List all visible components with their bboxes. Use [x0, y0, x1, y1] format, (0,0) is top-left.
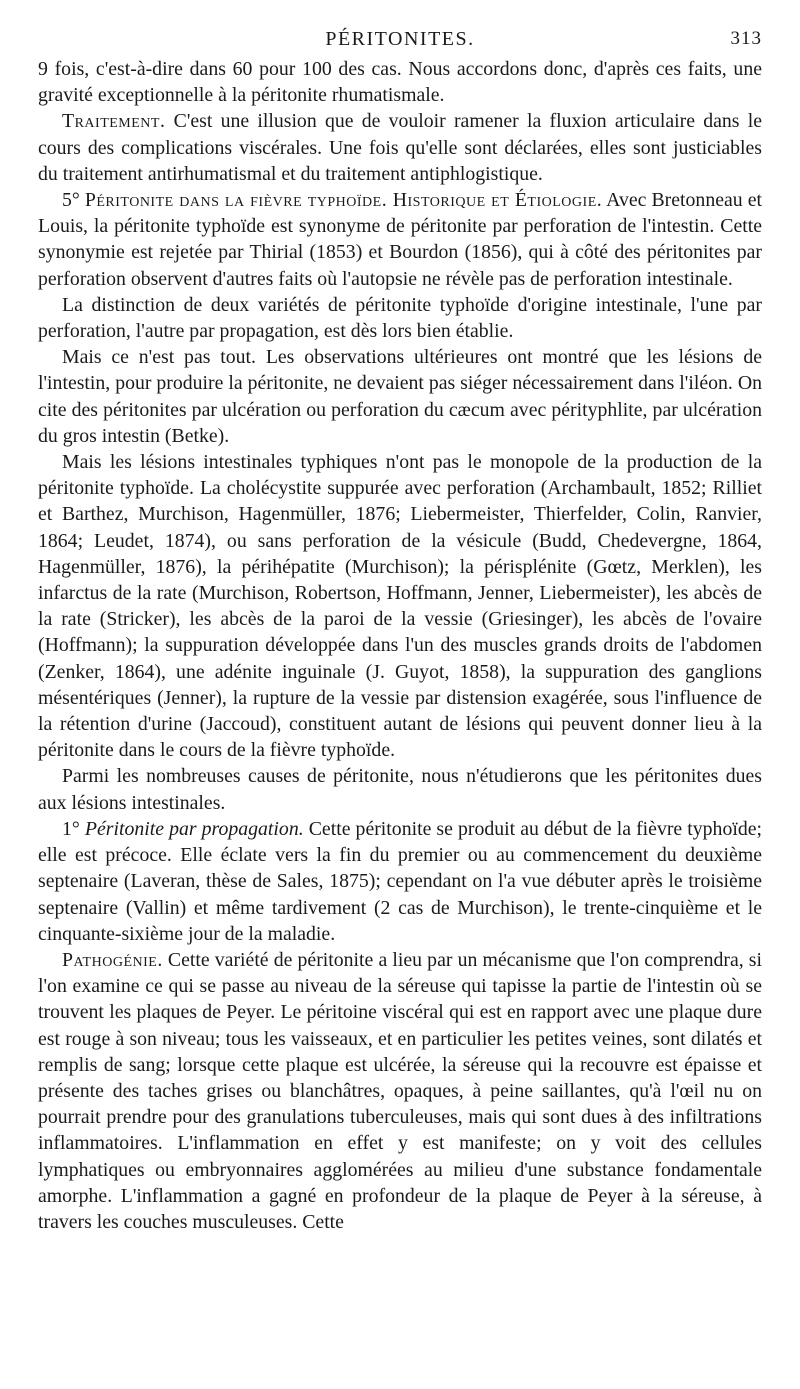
- paragraph: [38, 763, 762, 815]
- running-title: PÉRITONITES.: [325, 28, 475, 50]
- paragraph-text: Cette variété de péritonite a lieu par un mécanisme que l'on comprendra, si l'on examine ce qui se passe au niveau de la séreuse qui tapisse la partie de l'intestin où se trouvent les plaques de Peyer. Le péritoine viscéral qui est en rapport avec une plaque dure est rouge à son niveau; tous les vaisseaux, et en particulier les petites veines, sont dilatés et remplis de sang; lorsque cette plaque est ulcérée, la séreuse qui la recouvre est épaisse et présente des taches grises ou blanchâtres, opaques, à peine saillantes, qu'à l'œil nu on pourrait prendre pour des granulations tuberculeuses, mais qui sont dues à des infiltrations inflammatoires. L'inflammation en effet y est manifeste; on y voit des cellules lymphatiques ou embryonnaires agglomérées au milieu d'une substance fondamentale amorphe. L'inflammation a gagné en profondeur de la plaque de Peyer à la séreuse, à travers les couches musculeuses. Cette: [38, 948, 762, 1233]
- subsection-heading: Historique et Étiologie.: [387, 189, 603, 212]
- section-number: 1°: [62, 817, 85, 840]
- paragraph: [38, 292, 762, 344]
- paragraph: [38, 449, 762, 763]
- paragraph-text: 9 fois, c'est-à-dire dans 60 pour 100 des cas. Nous accordons donc, d'après ces faits, une gravité exceptionnelle à la péritonite rhumatismale.: [38, 58, 762, 107]
- paragraph-text: Cette péritonite se produit au début de la fièvre typhoïde; elle est précoce. Elle éclate vers la fin du premier ou au commencement du deuxième septenaire (Laveran, thèse de Sales, 1875); cependant on l'a vue débuter après le troisième septenaire (Vallin) et même tardivement (2 cas de Murchison), le trente-cinquième et le cinquante-sixième jour de la maladie.: [38, 817, 762, 945]
- page-number: 313: [730, 28, 762, 49]
- section-number: 5°: [62, 189, 85, 212]
- paragraph: [38, 56, 762, 108]
- paragraph-text: Mais les lésions intestinales typhiques n'ont pas le monopole de la production de la péritonite typhoïde. La cholécystite suppurée avec perforation (Archambault, 1852; Rilliet et Barthez, Murchison, Hagenmüller, 1876; Liebermeister, Thierfelder, Colin, Ranvier, 1864; Leudet, 1874), ou sans perforation de la vésicule (Budd, Chedevergne, 1864, Hagenmüller, 1876), la périhépatite (Murchison); la périsplénite (Gœtz, Merklen), les infarctus de la rate (Murchison, Robertson, Hoffmann, Jenner, Liebermeister), les abcès de la rate (Stricker), les abcès de la paroi de la vessie (Griesinger), les abcès de l'ovaire (Hoffmann); la suppuration développée dans l'un des muscles grands droits de l'abdomen (Zenker, 1864), une adénite inguinale (J. Guyot, 1858), la suppuration des ganglions mésentériques (Jenner), la rupture de la vessie par distension exagérée, sous l'influence de la rétention d'urine (Jaccoud), constituent autant de lésions qui peuvent donner lieu à la péritonite dans le cours de la fièvre typhoïde.: [38, 451, 762, 762]
- paragraph-text: Avec Bretonneau et Louis, la péritonite typhoïde est synonyme de péritonite par perforation de l'intestin. Cette synonymie est rejetée par Thirial (1853) et Bourdon (1856), qui à côté des péritonites par perforation observent d'autres faits où l'autopsie ne révèle pas de perforation intestinale.: [38, 189, 762, 290]
- paragraph-peritonite-typhoide: [38, 187, 762, 292]
- paragraph-text: La distinction de deux variétés de péritonite typhoïde d'origine intestinale, l'une par perforation, l'autre par propagation, est dès lors bien établie.: [38, 293, 762, 343]
- paragraph-text: Mais ce n'est pas tout. Les observations ultérieures ont montré que les lésions de l'intestin, pour produire la péritonite, ne devaient pas siéger nécessairement dans l'iléon. On cite des péritonites par ulcération ou perforation du cæcum avec pérityphlite, par ulcération du gros intestin (Betke).: [38, 346, 762, 447]
- body-text: [38, 56, 762, 1235]
- paragraph-text: C'est une illusion que de vouloir ramener la fluxion articulaire dans le cours des complications viscérales. Une fois qu'elle sont déclarées, elles sont justiciables du traitement antirhumatismal et du traitement antiphlogistique.: [38, 110, 762, 185]
- section-heading: Traitement.: [62, 110, 166, 133]
- italic-heading: Péritonite par propagation.: [84, 817, 304, 840]
- section-heading: Pathogénie.: [62, 948, 163, 971]
- paragraph-text: Parmi les nombreuses causes de péritonite, nous n'étudierons que les péritonites dues aux lésions intestinales.: [38, 765, 762, 814]
- paragraph: [38, 344, 762, 449]
- paragraph-propagation: [38, 816, 762, 947]
- section-heading: Péritonite dans la fièvre typhoïde.: [84, 189, 388, 212]
- paragraph-pathogenie: [38, 947, 762, 1235]
- paragraph-traitement: [38, 108, 762, 187]
- running-header: [38, 22, 762, 56]
